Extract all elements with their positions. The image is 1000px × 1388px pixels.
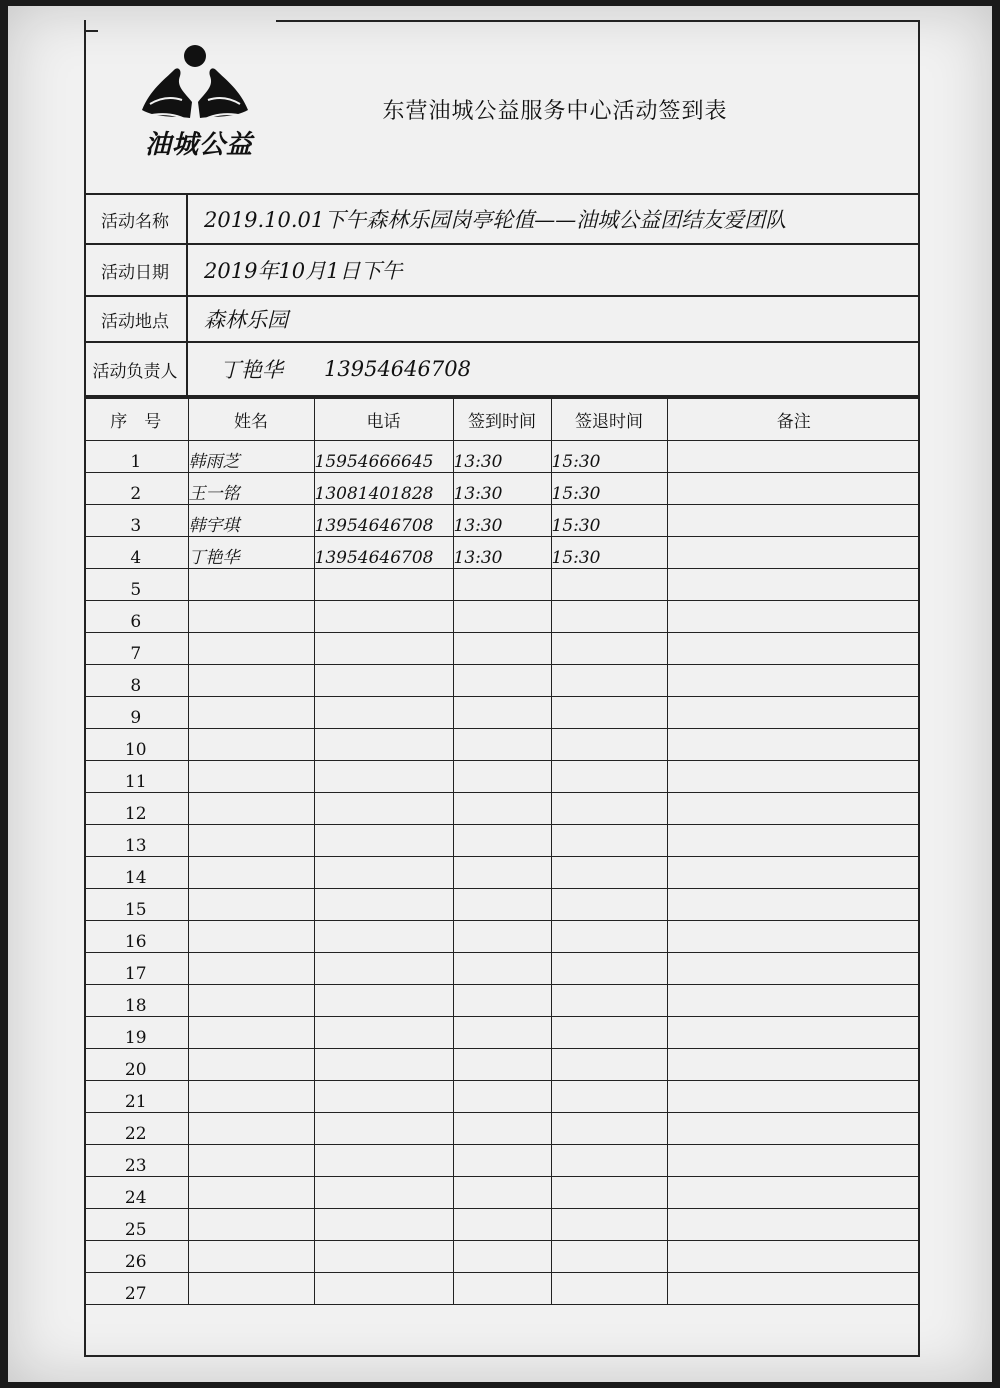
signin-time: 13:30 — [453, 440, 551, 472]
info-row-activity-name — [84, 195, 920, 245]
signin-time — [453, 1144, 551, 1176]
row-number: 10 — [84, 728, 188, 760]
row-number: 8 — [84, 664, 188, 696]
row-number: 21 — [84, 1080, 188, 1112]
info-label: 活动负责人 — [84, 343, 188, 395]
info-label: 活动地点 — [84, 297, 188, 341]
attendee-name: 丁艳华 — [188, 536, 314, 568]
table-row — [84, 1016, 920, 1048]
remarks-cell — [667, 1112, 920, 1144]
signout-time: 15:30 — [551, 536, 667, 568]
signin-time — [453, 632, 551, 664]
logo-text: 油城公益 — [144, 130, 253, 160]
attendee-name — [188, 1272, 314, 1304]
signin-time — [453, 1176, 551, 1208]
row-number: 11 — [84, 760, 188, 792]
attendee-phone — [314, 696, 453, 728]
attendee-name — [188, 1016, 314, 1048]
signin-time — [453, 792, 551, 824]
frame-top-stub — [84, 30, 98, 32]
remarks-cell — [667, 824, 920, 856]
person-in-charge-name: 丁艳华 — [220, 358, 283, 382]
attendee-name — [188, 728, 314, 760]
table-row — [84, 1080, 920, 1112]
remarks-cell — [667, 920, 920, 952]
frame-top-line — [276, 20, 920, 22]
table-header-row — [84, 398, 920, 440]
row-number: 14 — [84, 856, 188, 888]
attendee-name: 韩雨芝 — [188, 440, 314, 472]
table-row — [84, 952, 920, 984]
table-row — [84, 1112, 920, 1144]
remarks-cell — [667, 1176, 920, 1208]
attendee-name — [188, 1112, 314, 1144]
remarks-cell — [667, 664, 920, 696]
signin-time — [453, 696, 551, 728]
remarks-cell — [667, 472, 920, 504]
signout-time — [551, 1176, 667, 1208]
attendee-name — [188, 856, 314, 888]
row-number: 27 — [84, 1272, 188, 1304]
attendee-name — [188, 760, 314, 792]
attendee-name — [188, 1080, 314, 1112]
table-row — [84, 984, 920, 1016]
signout-time — [551, 1048, 667, 1080]
remarks-cell — [667, 504, 920, 536]
attendee-name — [188, 1176, 314, 1208]
document-title: 东营油城公益服务中心活动签到表 — [382, 99, 728, 124]
attendee-name — [188, 920, 314, 952]
info-label: 活动名称 — [84, 195, 188, 243]
table-row — [84, 632, 920, 664]
remarks-cell — [667, 696, 920, 728]
table-row — [84, 536, 920, 568]
signout-time — [551, 600, 667, 632]
signin-time: 13:30 — [453, 536, 551, 568]
table-row — [84, 792, 920, 824]
person-in-charge-phone: 13954646708 — [324, 357, 471, 381]
header-index: 序 号 — [84, 398, 188, 440]
attendee-phone — [314, 1208, 453, 1240]
row-number: 16 — [84, 920, 188, 952]
table-row — [84, 856, 920, 888]
activity-location-value: 森林乐园 — [204, 308, 288, 332]
attendee-phone — [314, 952, 453, 984]
activity-name-value: 2019.10.01下午森林乐园岗亭轮值——油城公益团结友爱团队 — [204, 208, 787, 232]
attendee-phone — [314, 1080, 453, 1112]
row-number: 5 — [84, 568, 188, 600]
row-number: 13 — [84, 824, 188, 856]
signin-time — [453, 984, 551, 1016]
signin-time — [453, 1112, 551, 1144]
signin-time — [453, 1208, 551, 1240]
table-row — [84, 440, 920, 472]
attendee-phone — [314, 920, 453, 952]
attendee-name: 韩宇琪 — [188, 504, 314, 536]
table-row — [84, 1272, 920, 1304]
attendee-phone — [314, 1240, 453, 1272]
remarks-cell — [667, 1016, 920, 1048]
remarks-cell — [667, 792, 920, 824]
signin-time — [453, 888, 551, 920]
signout-time — [551, 1272, 667, 1304]
attendee-name: 王一铭 — [188, 472, 314, 504]
signin-time — [453, 824, 551, 856]
table-row — [84, 760, 920, 792]
signout-time — [551, 888, 667, 920]
signin-time — [453, 1016, 551, 1048]
table-row — [84, 664, 920, 696]
signin-time — [453, 1240, 551, 1272]
signout-time: 15:30 — [551, 440, 667, 472]
row-number: 1 — [84, 440, 188, 472]
table-row — [84, 472, 920, 504]
signin-time — [453, 664, 551, 696]
remarks-cell — [667, 440, 920, 472]
row-number: 7 — [84, 632, 188, 664]
table-row — [84, 1048, 920, 1080]
table-row — [84, 920, 920, 952]
remarks-cell — [667, 1144, 920, 1176]
info-row-person-in-charge — [84, 343, 920, 397]
attendee-phone — [314, 1176, 453, 1208]
row-number: 19 — [84, 1016, 188, 1048]
remarks-cell — [667, 1272, 920, 1304]
attendee-phone — [314, 856, 453, 888]
info-row-activity-location — [84, 297, 920, 343]
table-row — [84, 1240, 920, 1272]
signin-time — [453, 568, 551, 600]
attendee-phone — [314, 824, 453, 856]
row-number: 3 — [84, 504, 188, 536]
attendee-name — [188, 1144, 314, 1176]
signout-time — [551, 952, 667, 984]
signout-time — [551, 1112, 667, 1144]
signout-time — [551, 856, 667, 888]
table-row — [84, 568, 920, 600]
signout-time — [551, 1016, 667, 1048]
row-number: 25 — [84, 1208, 188, 1240]
row-number: 22 — [84, 1112, 188, 1144]
attendee-phone: 15954666645 — [314, 440, 453, 472]
signin-time: 13:30 — [453, 504, 551, 536]
signin-time — [453, 760, 551, 792]
table-row — [84, 1176, 920, 1208]
header-phone: 电话 — [314, 398, 453, 440]
attendee-name — [188, 664, 314, 696]
attendee-phone — [314, 1112, 453, 1144]
info-row-activity-date — [84, 245, 920, 297]
remarks-cell — [667, 1208, 920, 1240]
attendee-name — [188, 600, 314, 632]
attendee-phone — [314, 600, 453, 632]
remarks-cell — [667, 1048, 920, 1080]
attendee-name — [188, 696, 314, 728]
row-number: 15 — [84, 888, 188, 920]
attendee-phone — [314, 1016, 453, 1048]
attendee-phone — [314, 888, 453, 920]
row-number: 4 — [84, 536, 188, 568]
signout-time: 15:30 — [551, 504, 667, 536]
row-number: 23 — [84, 1144, 188, 1176]
signin-time — [453, 1080, 551, 1112]
signin-time — [453, 856, 551, 888]
remarks-cell — [667, 536, 920, 568]
remarks-cell — [667, 728, 920, 760]
attendee-name — [188, 1048, 314, 1080]
row-number: 9 — [84, 696, 188, 728]
attendee-phone — [314, 664, 453, 696]
signout-time — [551, 696, 667, 728]
table-row — [84, 1208, 920, 1240]
attendee-name — [188, 984, 314, 1016]
remarks-cell — [667, 600, 920, 632]
attendee-phone: 13081401828 — [314, 472, 453, 504]
signout-time — [551, 1240, 667, 1272]
attendee-phone — [314, 632, 453, 664]
signin-time — [453, 728, 551, 760]
attendee-name — [188, 888, 314, 920]
attendee-phone — [314, 760, 453, 792]
attendee-phone — [314, 1272, 453, 1304]
table-row — [84, 888, 920, 920]
signin-time — [453, 1048, 551, 1080]
header-signout-time: 签退时间 — [551, 398, 667, 440]
attendee-phone — [314, 568, 453, 600]
remarks-cell — [667, 984, 920, 1016]
signin-time — [453, 920, 551, 952]
attendee-name — [188, 1208, 314, 1240]
attendee-phone — [314, 1048, 453, 1080]
signout-time — [551, 568, 667, 600]
signin-time — [453, 952, 551, 984]
signout-time — [551, 824, 667, 856]
signout-time — [551, 1208, 667, 1240]
table-row — [84, 824, 920, 856]
attendee-phone — [314, 728, 453, 760]
signout-time: 15:30 — [551, 472, 667, 504]
row-number: 20 — [84, 1048, 188, 1080]
header-signin-time: 签到时间 — [453, 398, 551, 440]
signout-time — [551, 1144, 667, 1176]
signout-time — [551, 792, 667, 824]
attendee-phone — [314, 792, 453, 824]
header-remarks: 备注 — [667, 398, 920, 440]
info-label: 活动日期 — [84, 245, 188, 295]
signin-time: 13:30 — [453, 472, 551, 504]
signout-time — [551, 632, 667, 664]
signout-time — [551, 920, 667, 952]
attendee-phone: 13954646708 — [314, 504, 453, 536]
row-number: 18 — [84, 984, 188, 1016]
remarks-cell — [667, 888, 920, 920]
remarks-cell — [667, 760, 920, 792]
attendee-phone — [314, 984, 453, 1016]
row-number: 24 — [84, 1176, 188, 1208]
remarks-cell — [667, 1240, 920, 1272]
signout-time — [551, 728, 667, 760]
remarks-cell — [667, 1080, 920, 1112]
row-number: 2 — [84, 472, 188, 504]
attendee-name — [188, 792, 314, 824]
remarks-cell — [667, 632, 920, 664]
remarks-cell — [667, 952, 920, 984]
signout-time — [551, 760, 667, 792]
signout-time — [551, 664, 667, 696]
attendee-name — [188, 568, 314, 600]
table-row — [84, 1144, 920, 1176]
table-row — [84, 600, 920, 632]
row-number: 6 — [84, 600, 188, 632]
attendee-name — [188, 1240, 314, 1272]
remarks-cell — [667, 568, 920, 600]
attendee-name — [188, 632, 314, 664]
attendee-name — [188, 824, 314, 856]
table-row — [84, 728, 920, 760]
attendee-phone — [314, 1144, 453, 1176]
signin-time — [453, 1272, 551, 1304]
attendee-name — [188, 952, 314, 984]
header-name: 姓名 — [188, 398, 314, 440]
row-number: 26 — [84, 1240, 188, 1272]
activity-date-value: 2019年10月1日下午 — [204, 259, 403, 283]
signin-table — [84, 397, 920, 1305]
signout-time — [551, 1080, 667, 1112]
table-row — [84, 696, 920, 728]
signin-time — [453, 600, 551, 632]
table-row — [84, 504, 920, 536]
row-number: 17 — [84, 952, 188, 984]
signout-time — [551, 984, 667, 1016]
attendee-phone: 13954646708 — [314, 536, 453, 568]
remarks-cell — [667, 856, 920, 888]
row-number: 12 — [84, 792, 188, 824]
